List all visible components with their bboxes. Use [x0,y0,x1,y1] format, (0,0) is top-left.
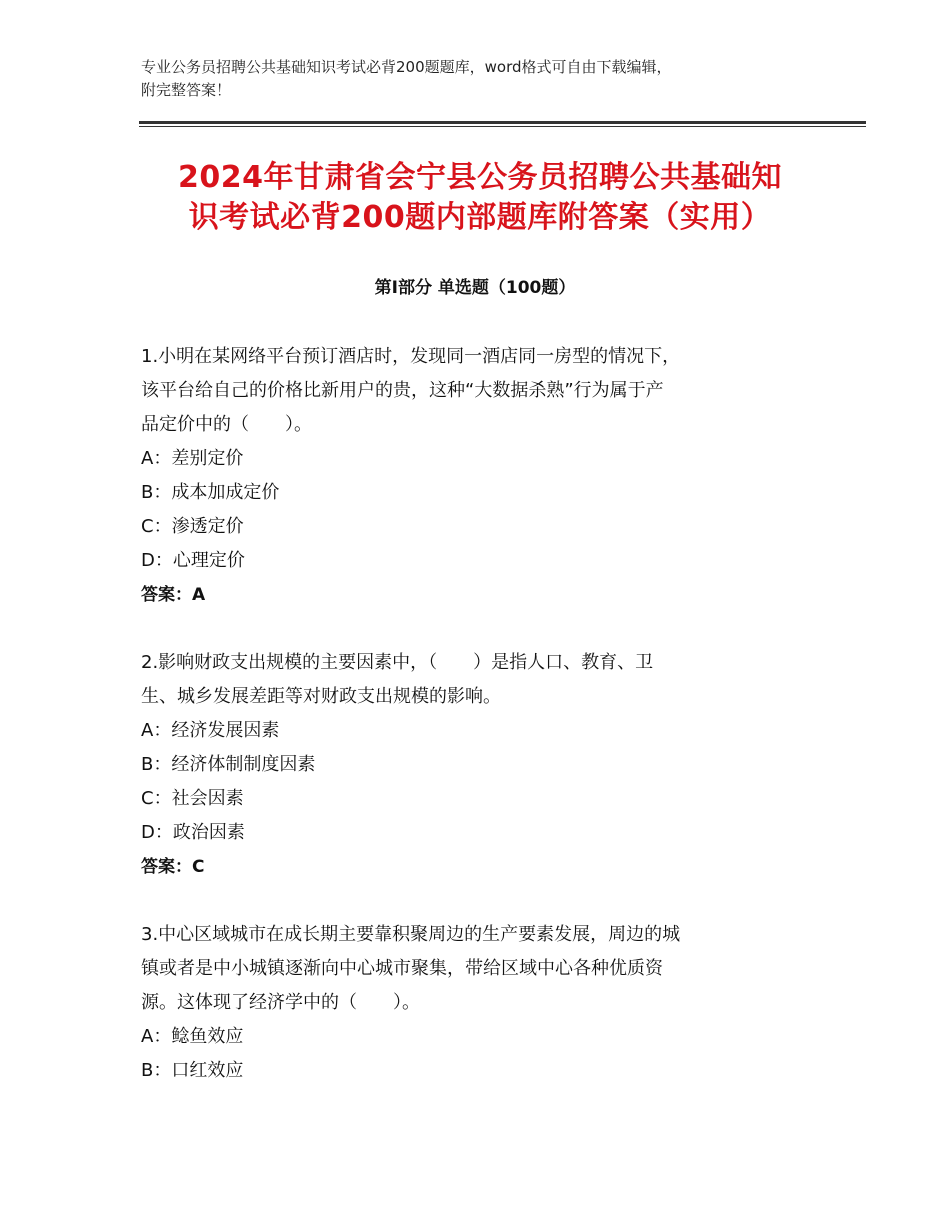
question-1-stem-line-1: 1.小明在某网络平台预订酒店时，发现同一酒店同一房型的情况下， [141,346,681,367]
question-3-stem-line-2: 镇或者是中小城镇逐渐向中心城市聚集，带给区域中心各种优质资 [141,958,663,979]
question-2-answer: 答案：C [141,857,205,877]
question-2-stem-line-1: 2.影响财政支出规模的主要因素中，（ ）是指人口、教育、卫 [141,652,654,673]
question-1-stem-line-3: 品定价中的（ ）。 [141,414,312,435]
header-divider-thick [139,121,866,124]
question-3-option-b: B：口红效应 [141,1060,244,1081]
question-1 [141,340,801,612]
header-line-2: 附完整答案！ [141,81,232,99]
document-title [130,158,830,238]
question-1-option-c: C：渗透定价 [141,516,244,537]
question-1-option-d: D：心理定价 [141,550,245,571]
header-divider-thin [139,126,866,127]
question-list [141,340,801,1122]
question-3-stem-line-1: 3.中心区域城市在成长期主要靠积聚周边的生产要素发展，周边的城 [141,924,681,945]
question-2 [141,646,801,884]
question-3-option-a: A：鲶鱼效应 [141,1026,244,1047]
question-3-stem-line-3: 源。这体现了经济学中的（ ）。 [141,992,420,1013]
question-1-option-a: A：差别定价 [141,448,244,469]
question-1-stem-line-2: 该平台给自己的价格比新用户的贵，这种“大数据杀熟”行为属于产 [141,380,664,401]
question-2-option-c: C：社会因素 [141,788,244,809]
title-line-2: 识考试必背200题内部题库附答案（实用） [188,200,772,235]
question-2-option-b: B：经济体制制度因素 [141,754,316,775]
question-1-answer: 答案：A [141,585,206,605]
question-2-stem-line-2: 生、城乡发展差距等对财政支出规模的影响。 [141,686,501,707]
question-2-option-d: D：政治因素 [141,822,245,843]
document-header [141,56,821,102]
question-2-option-a: A：经济发展因素 [141,720,280,741]
header-line-1: 专业公务员招聘公共基础知识考试必背200题题库，word格式可自由下载编辑， [141,58,672,76]
section-heading: 第Ⅰ部分 单选题（100题） [374,278,576,298]
question-1-option-b: B：成本加成定价 [141,482,280,503]
question-3 [141,918,801,1088]
title-line-1: 2024年甘肃省会宁县公务员招聘公共基础知 [178,160,782,195]
